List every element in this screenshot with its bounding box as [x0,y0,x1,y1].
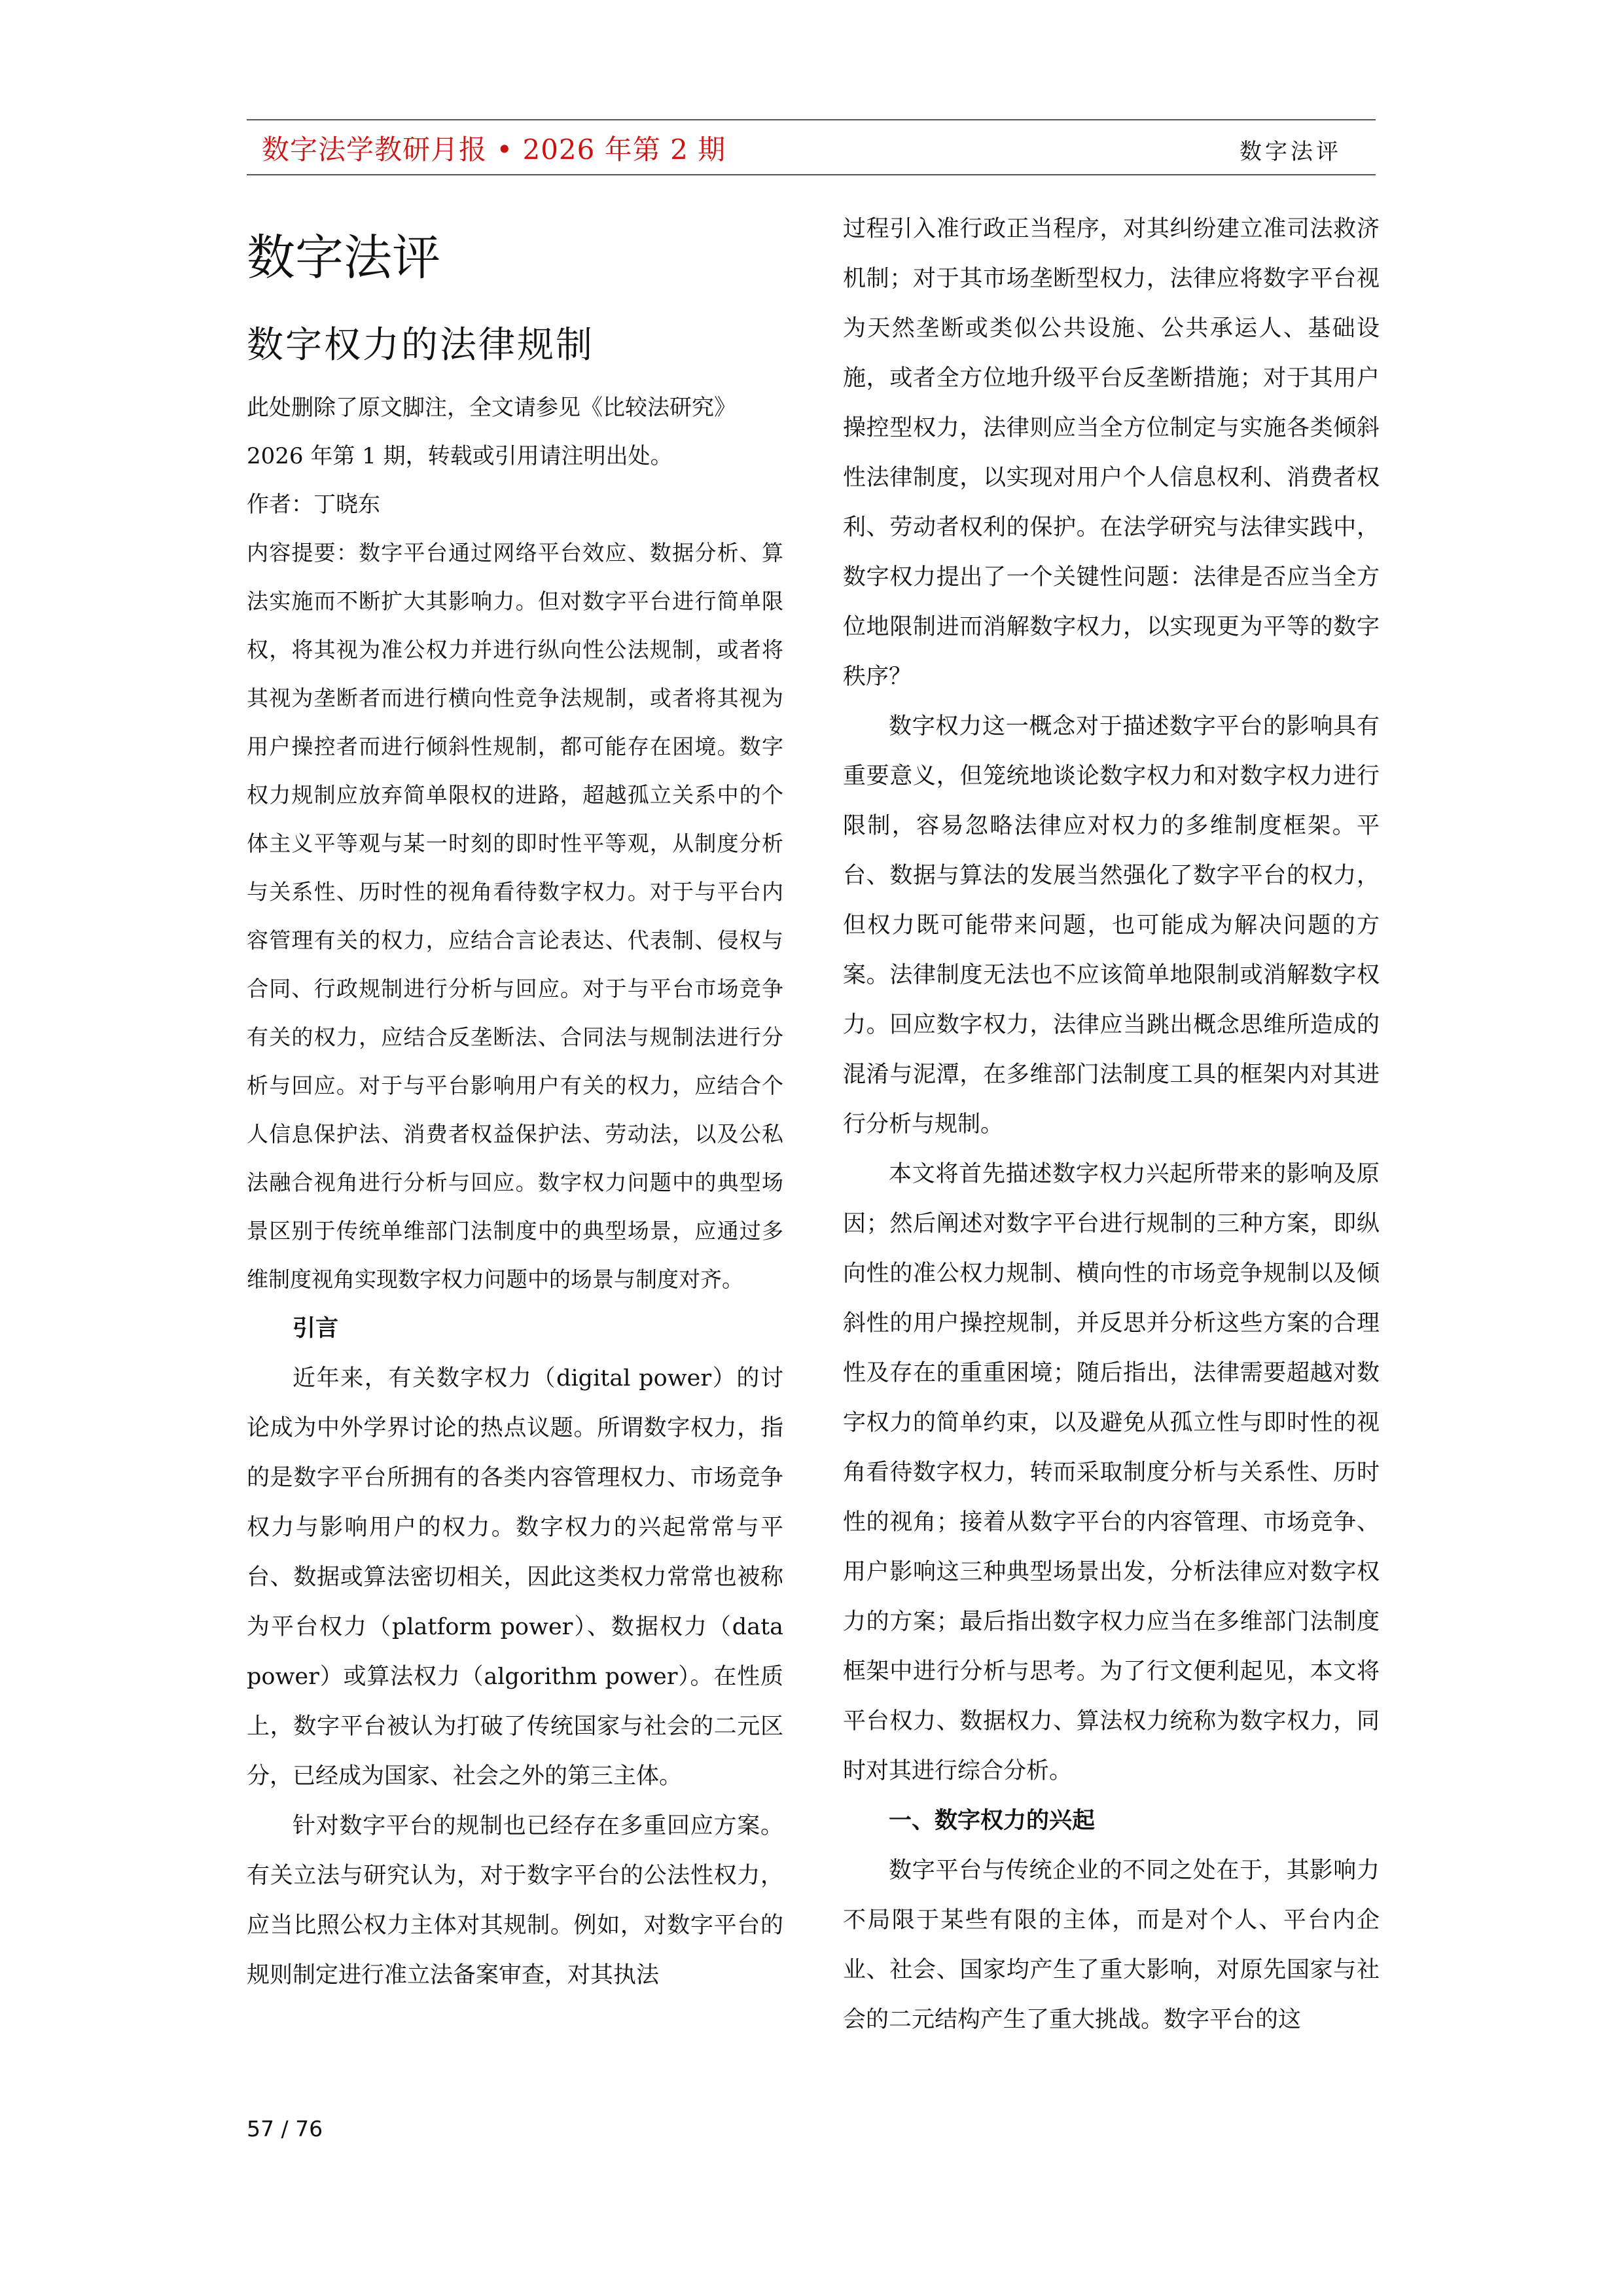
header-section-label: 数字法评 [1240,139,1342,165]
body-paragraph: 近年来，有关数字权力（digital power）的讨论成为中外学界讨论的热点议题。所谓数字权力，指的是数字平台所拥有的各类内容管理权力、市场竞争权力与影响用户的权力。数字权力的兴起常常与平台、数据或算法密切相关，因此这类权力常常也被称为平台权力（platform power）、数据权力（data power）或算法权力（algorithm power）。在性质上，数字平台被认为打破了传统国家与社会的二元区分，已经成为国家、社会之外的第三主体。 [247,1365,783,1789]
article-title: 数字权力的法律规制 [247,324,594,367]
section-title: 数字法评 [247,230,440,286]
intro-heading: 引言 [293,1316,339,1342]
body-paragraph: 本文将首先描述数字权力兴起所带来的影响及原因；然后阐述对数字平台进行规制的三种方案，即纵向性的准公权力规制、横向性的市场竞争规制以及倾斜性的用户操控规制，并反思并分析这些方案的合理性及存在的重重困境；随后指出，法律需要超越对数字权力的简单约束，以及避免从孤立性与即时性的视角看待数字权力，转而采取制度分析与关系性、历时性的视角；接着从数字平台的内容管理、市场竞争、用户影响这三种典型场景出发，分析法律应对数字权力的方案；最后指出数字权力应当在多维部门法制度框架中进行分析与思考。为了行文便利起见，本文将平台权力、数据权力、算法权力统称为数字权力，同时对其进行综合分析。 [843,1161,1380,1784]
left-column [247,216,783,2000]
right-column [843,204,1380,2045]
journal-title: 数字法学教研月报 • 2026 年第 2 期 [262,134,726,166]
body-paragraph: 过程引入准行政正当程序，对其纠纷建立准司法救济机制；对于其市场垄断型权力，法律应将数字平台视为天然垄断或类似公共设施、公共承运人、基础设施，或者全方位地升级平台反垄断措施；对于其用户操控型权力，法律则应当全方位制定与实施各类倾斜性法律制度，以实现对用户个人信息权利、消费者权利、劳动者权利的保护。在法学研究与法律实践中，数字权力提出了一个关键性问题：法律是否应当全方位地限制进而消解数字权力，以实现更为平等的数字秩序？ [843,216,1380,690]
page-number: 57 / 76 [247,2116,323,2142]
header-bottom-rule [247,174,1376,175]
abstract: 内容提要：数字平台通过网络平台效应、数据分析、算法实施而不断扩大其影响力。但对数字平台进行简单限权，将其视为准公权力并进行纵向性公法规制，或者将其视为垄断者而进行横向性竞争法规制，或者将其视为用户操控者而进行倾斜性规制，都可能存在困境。数字权力规制应放弃简单限权的进路，超越孤立关系中的个体主义平等观与某一时刻的即时性平等观，从制度分析与关系性、历时性的视角看待数字权力。对于与平台内容管理有关的权力，应结合言论表达、代表制、侵权与合同、行政规制进行分析与回应。对于与平台市场竞争有关的权力，应结合反垄断法、合同法与规制法进行分析与回应。对于与平台影响用户有关的权力，应结合个人信息保护法、消费者权益保护法、劳动法，以及公私法融合视角进行分析与回应。数字权力问题中的典型场景区别于传统单维部门法制度中的典型场景，应通过多维制度视角实现数字权力问题中的场景与制度对齐。 [247,540,783,1292]
body-paragraph: 针对数字平台的规制也已经存在多重回应方案。有关立法与研究认为，对于数字平台的公法性权力，应当比照公权力主体对其规制。例如，对数字平台的规则制定进行准立法备案审查，对其执法 [247,1813,783,1988]
body-paragraph: 数字平台与传统企业的不同之处在于，其影响力不局限于某些有限的主体，而是对个人、平台内企业、社会、国家均产生了重大影响，对原先国家与社会的二元结构产生了重大挑战。数字平台的这 [843,1857,1380,2033]
author-line: 作者：丁晓东 [247,492,380,518]
body-paragraph: 数字权力这一概念对于描述数字平台的影响具有重要意义，但笼统地谈论数字权力和对数字权力进行限制，容易忽略法律应对权力的多维制度框架。平台、数据与算法的发展当然强化了数字平台的权力，但权力既可能带来问题，也可能成为解决问题的方案。法律制度无法也不应该简单地限制或消解数字权力。回应数字权力，法律应当跳出概念思维所造成的混淆与泥潭，在多维部门法制度工具的框架内对其进行分析与规制。 [843,713,1380,1138]
header-top-rule [247,119,1376,120]
section-heading: 一、数字权力的兴起 [889,1808,1096,1834]
source-note: 此处删除了原文脚注，全文请参见《比较法研究》2026 年第 1 期，转载或引用请注明出处。 [247,395,736,469]
